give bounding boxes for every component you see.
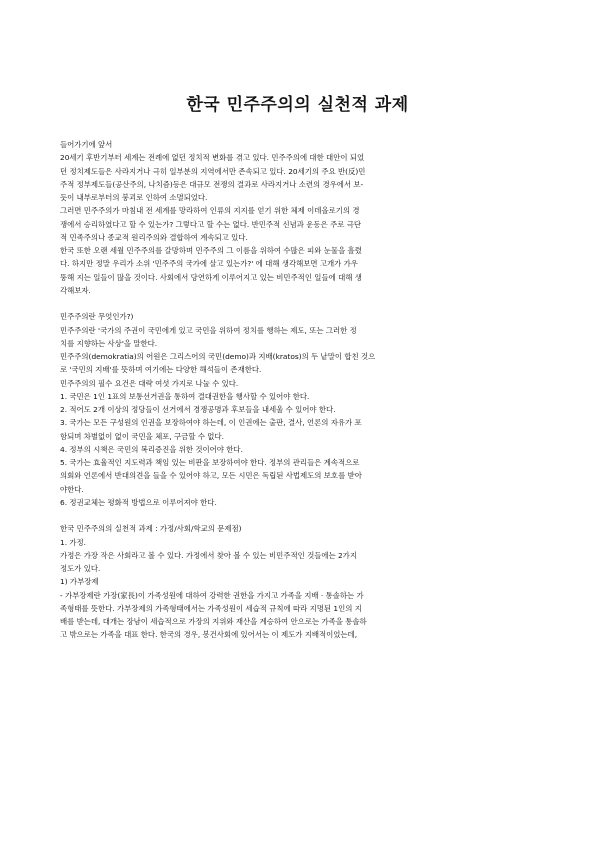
- body-line: 치를 지향하는 사상'을 말한다.: [60, 338, 158, 348]
- body-line: 로 '국민의 지배'를 뜻하며 여기에는 다양한 해석들이 존재한다.: [60, 365, 262, 375]
- body-line: 각해보자.: [60, 285, 91, 295]
- body-line: 20세기 후반기부터 세계는 전례에 없던 정치적 변화를 겪고 있다. 민주주의에 대한 대안이 되었: [60, 153, 365, 163]
- body-line: 함되며 차별없이 없이 국민을 체포, 구금할 수 없다.: [60, 431, 224, 441]
- body-line: 적 민족주의나 종교적 원리주의와 결합하여 계속되고 있다.: [60, 232, 248, 242]
- body-line: [60, 509, 530, 522]
- body-line: 던 정치제도들은 사라지거나 극히 일부분의 지역에서만 존속되고 있다. 20세기의 주요 반(反)민: [60, 166, 366, 176]
- body-line: 4. 정부의 시책은 국민의 복리증진을 위한 것이어야 한다.: [60, 444, 243, 454]
- body-line: 야한다.: [60, 484, 84, 494]
- body-line: 민주주의란 무엇인가?): [60, 312, 134, 322]
- body-line: 6. 정권교체는 평화적 방법으로 이루어져야 한다.: [60, 497, 217, 507]
- body-line: 듯이 내부로부터의 붕괴로 인하여 소멸되었다.: [60, 193, 208, 202]
- body-line: 가정은 가장 작은 사회라고 볼 수 있다. 가정에서 찾아 볼 수 있는 비민주적인 것들에는 2가지: [60, 550, 357, 560]
- body-line: 주적 정부제도들(공산주의, 나치즘)등은 대규모 전쟁의 결과로 사라지거나 소련의 경우에서 보-: [60, 179, 364, 189]
- body-line: 족형태를 뜻한다. 가부장제의 가족형태에서는 가족성원이 세습적 규칙에 따라 지명된 1인의 지: [60, 603, 362, 613]
- body-line: 2. 적어도 2개 이상의 정당들이 선거에서 경쟁공명과 후보들을 내세울 수 있어야 한다.: [60, 405, 336, 414]
- document-body: [60, 138, 530, 642]
- body-line: 민주주의(demokratia)의 어원은 그리스어의 국민(demo)과 지배(kratos)의 두 낱말이 합친 것으: [60, 352, 376, 361]
- body-line: 민주주의의 필수 요건은 대략 여섯 가지로 나눌 수 있다.: [60, 378, 239, 388]
- body-line: 한국 민주주의의 실천적 과제 : 가정/사회/학교의 문제점): [60, 524, 242, 534]
- body-line: 1. 가정.: [60, 537, 87, 547]
- body-line: - 가부장제란 가장(家長)이 가족성원에 대하여 강력한 권한을 가지고 가족을 지배 · 통솔하는 가: [60, 590, 364, 600]
- body-line: 그러면 민주주의가 마침내 전 세계를 망라하여 인류의 지지를 얻기 위한 체제 이데올로기의 경: [60, 206, 360, 216]
- body-line: [60, 297, 530, 310]
- body-line: 의회와 언론에서 반대의견을 들을 수 있어야 하고, 모든 시민은 독립된 사법제도의 보호를 받아: [60, 471, 362, 481]
- body-line: 정도가 있다.: [60, 564, 101, 573]
- body-line: 한국 또한 오랜 세월 민주주의를 갈망하며 민주주의 그 이름을 위하여 수많은 피와 눈물을 흘렸: [60, 246, 362, 255]
- body-line: 쟁에서 승리하였다고 할 수 있는가? 그렇다고 할 수는 없다. 반민주적 신념과 운동은 주로 극단: [60, 219, 361, 229]
- page-title: 한국 민주주의의 실천적 과제: [186, 95, 409, 115]
- body-line: 1) 가부장제: [60, 577, 99, 587]
- body-line: 들어가기에 앞서: [60, 140, 113, 149]
- body-line: 배를 받는데, 대개는 장남이 세습적으로 가장의 지위와 재산을 계승하여 안으로는 가족을 통솔하: [60, 617, 367, 626]
- body-line: 뚱해 지는 일들이 많을 것이다. 사회에서 당연하게 이루어지고 있는 비민주적인 일들에 대해 생: [60, 272, 362, 282]
- body-line: 고 밖으로는 가족을 대표 한다. 한국의 경우, 봉건사회에 있어서는 이 제도가 지배적이었는데,: [60, 630, 358, 640]
- body-line: 다. 하지만 정말 우리가 소위 '민주주의 국가에 살고 있는가?' 에 대해 생각해보면 고개가 가우: [60, 259, 358, 269]
- body-line: 3. 국가는 모든 구성원의 인권을 보장하여야 하는데, 이 인권에는 출판, 결사, 언론의 자유가 포: [60, 418, 362, 428]
- body-line: 1. 국민은 1인 1표의 보통선거권을 통하여 결대권한을 행사할 수 있어야 한다.: [60, 391, 310, 401]
- body-line: 5. 국가는 효율적인 지도력과 책임 있는 비판을 보장하여야 한다. 정부의 관리들은 계속적으로: [60, 458, 360, 467]
- body-line: 민주주의란 '국가의 주권이 국민에게 있고 국민을 위하여 정치를 행하는 제도, 또는 그러한 정: [60, 325, 357, 335]
